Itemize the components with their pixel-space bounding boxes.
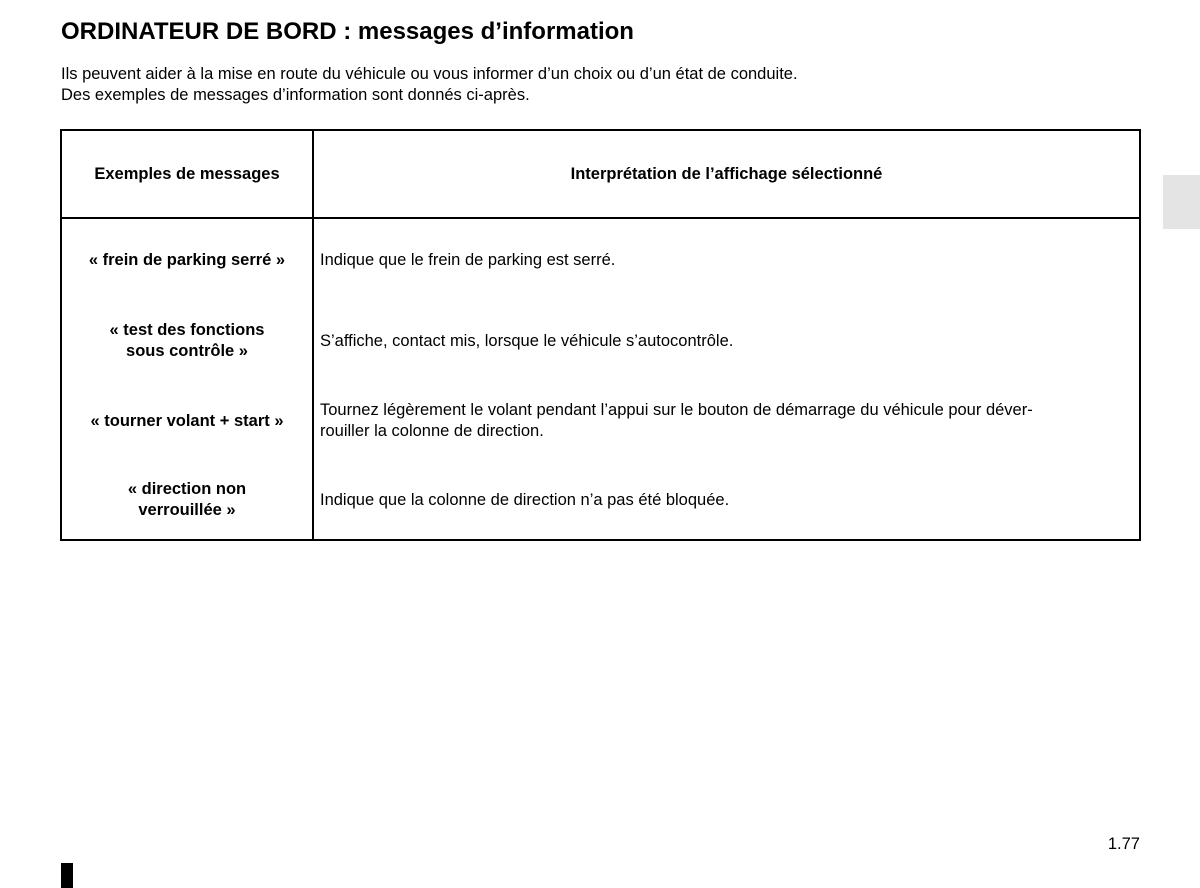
message-cell — [61, 381, 313, 461]
message-line-1: « test des fonctions — [109, 321, 265, 339]
intro-text — [61, 64, 798, 106]
corner-crop-mark — [61, 863, 73, 888]
interpretation-cell — [313, 218, 1140, 301]
message-cell — [61, 218, 313, 301]
message-line-2: verrouillée » — [138, 501, 236, 519]
section-tab-marker — [1163, 175, 1200, 229]
interpretation-line-2: rouiller la colonne de direction. — [320, 422, 544, 440]
page-number: 1.77 — [1107, 835, 1140, 853]
message-line-1: « direction non — [127, 480, 247, 498]
table-row — [61, 218, 1140, 301]
header-interpretation: Interprétation de l’affichage sélectionné — [313, 130, 1140, 218]
interpretation-line-1: Tournez légèrement le volant pendant l’appui sur le bouton de démarrage du véhicule pour déver- — [320, 401, 1033, 419]
interpretation-line-1: S’affiche, contact mis, lorsque le véhicule s’autocontrôle. — [320, 331, 734, 350]
interpretation-line-1: Indique que la colonne de direction n’a pas été bloquée. — [320, 490, 730, 509]
interpretation-cell — [313, 301, 1140, 381]
message-line-2: sous contrôle » — [126, 342, 248, 360]
message-cell — [61, 301, 313, 381]
header-messages: Exemples de messages — [61, 130, 313, 218]
intro-line-2: Des exemples de messages d’information sont donnés ci-après. — [61, 86, 530, 104]
table-row — [61, 301, 1140, 381]
table-row — [61, 461, 1140, 540]
intro-line-1: Ils peuvent aider à la mise en route du véhicule ou vous informer d’un choix ou d’un état de conduite. — [61, 65, 798, 83]
messages-table — [60, 129, 1141, 541]
interpretation-cell — [313, 461, 1140, 540]
table-header-row — [61, 130, 1140, 218]
interpretation-line-1: Indique que le frein de parking est serré. — [320, 250, 616, 269]
message-cell — [61, 461, 313, 540]
message-line-1: « frein de parking serré » — [88, 250, 286, 269]
table-row — [61, 381, 1140, 461]
page-title: ORDINATEUR DE BORD : messages d’information — [61, 18, 634, 45]
interpretation-cell — [313, 381, 1140, 461]
message-line-1: « tourner volant + start » — [90, 411, 284, 430]
